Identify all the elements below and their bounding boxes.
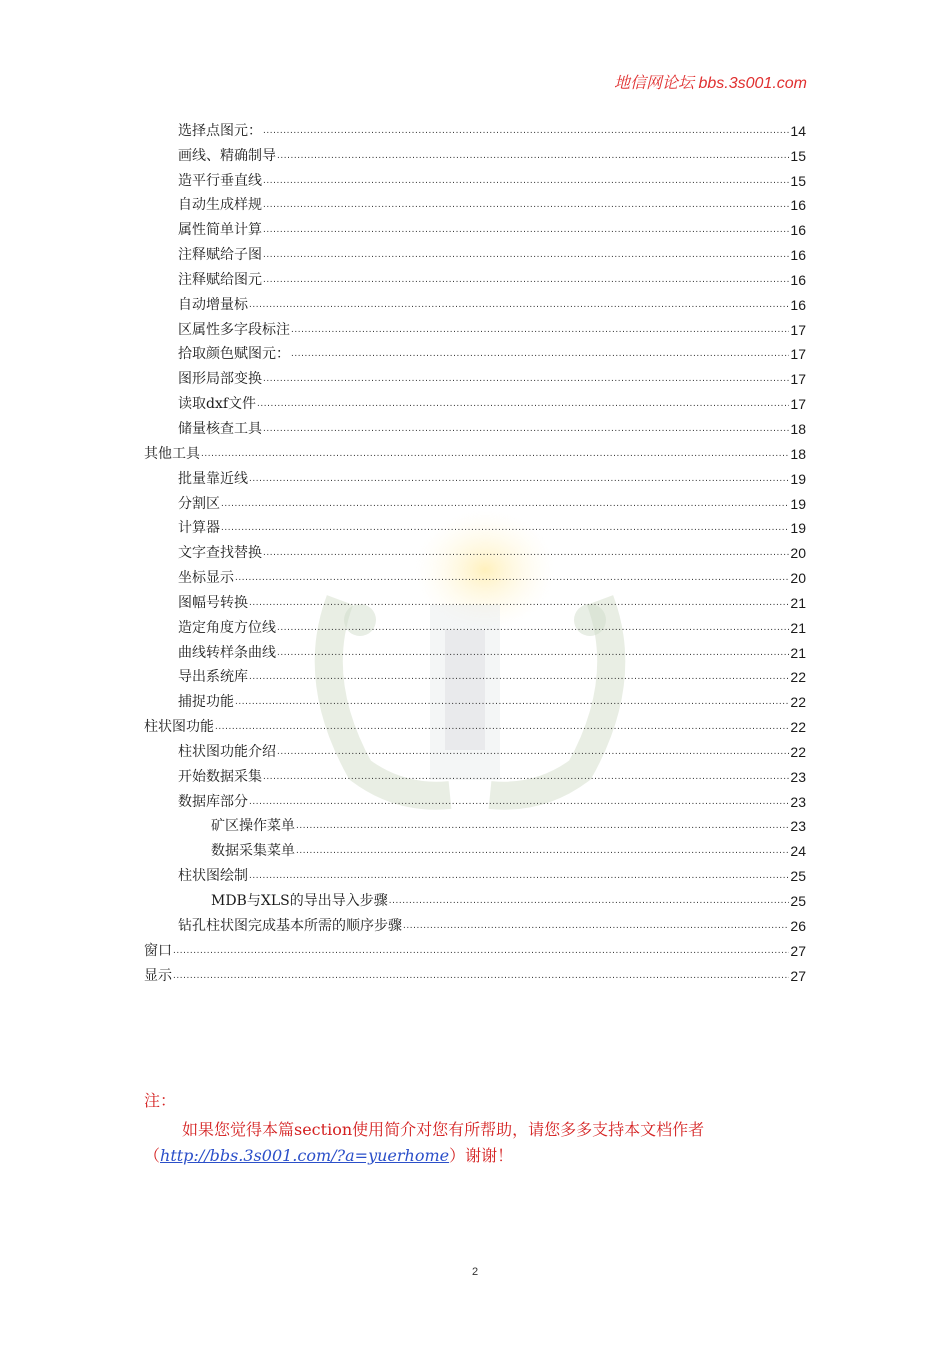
toc-entry[interactable] xyxy=(144,189,806,214)
toc-dot-leader xyxy=(263,545,789,561)
toc-entry-page: 23 xyxy=(790,793,806,810)
toc-entry-page: 20 xyxy=(790,570,806,587)
toc-entry-page: 24 xyxy=(790,843,806,860)
toc-entry-page: 20 xyxy=(790,545,806,562)
toc-entry-title: 计算器 xyxy=(178,520,220,537)
toc-dot-leader xyxy=(263,197,789,213)
toc-entry-title: 坐标显示 xyxy=(178,570,234,587)
toc-entry-page: 18 xyxy=(790,445,806,462)
page-number: 2 xyxy=(471,1266,479,1278)
toc-dot-leader xyxy=(249,794,789,810)
toc-entry[interactable] xyxy=(144,512,806,537)
toc-entry-title: 注释赋给子图 xyxy=(178,247,262,264)
toc-entry-title: 图形局部变换 xyxy=(178,371,262,388)
toc-entry-page: 15 xyxy=(790,147,806,164)
toc-entry[interactable] xyxy=(144,313,806,338)
toc-entry[interactable] xyxy=(144,909,806,934)
toc-entry-title: 自动增量标 xyxy=(178,296,248,313)
toc-dot-leader xyxy=(296,843,789,859)
toc-entry[interactable] xyxy=(144,213,806,238)
toc-dot-leader xyxy=(263,222,789,238)
toc-entry-title: 区属性多字段标注 xyxy=(178,321,290,338)
toc-entry-title: 捕捉功能 xyxy=(178,694,234,711)
note-open-paren: （ xyxy=(144,1146,161,1165)
toc-dot-leader xyxy=(263,173,789,189)
note-text: 如果您觉得本篇section使用简介对您有所帮助，请您多多支持本文档作者 xyxy=(182,1120,705,1139)
toc-entry-title: 数据采集菜单 xyxy=(211,843,295,860)
toc-entry-page: 16 xyxy=(790,271,806,288)
toc-dot-leader xyxy=(263,371,789,387)
toc-entry-page: 27 xyxy=(790,967,806,984)
toc-entry-page: 22 xyxy=(790,694,806,711)
toc-entry[interactable] xyxy=(144,288,806,313)
toc-entry-page: 25 xyxy=(790,893,806,909)
toc-entry-page: 26 xyxy=(790,917,806,934)
note-block xyxy=(144,1088,806,1169)
toc-entry-page: 16 xyxy=(790,197,806,214)
toc-entry[interactable] xyxy=(144,338,806,363)
toc-entry-title: 数据库部分 xyxy=(178,793,248,810)
toc-entry[interactable] xyxy=(144,586,806,611)
toc-dot-leader xyxy=(403,918,789,934)
toc-entry-title: MDB与XLS的导出导入步骤 xyxy=(211,893,388,909)
toc-entry-page: 15 xyxy=(790,172,806,189)
toc-entry-page: 19 xyxy=(790,495,806,512)
toc-entry[interactable] xyxy=(144,164,806,189)
author-link[interactable]: http://bbs.3s001.com/?a=yuerhome xyxy=(160,1146,450,1165)
toc-dot-leader xyxy=(296,818,789,834)
toc-dot-leader xyxy=(235,570,789,586)
toc-entry-title: 其他工具 xyxy=(144,445,200,462)
toc-entry[interactable] xyxy=(144,884,806,909)
note-link-line xyxy=(144,1143,806,1169)
toc-entry-title: 分割区 xyxy=(178,495,220,512)
toc-entry-title: 造定角度方位线 xyxy=(178,619,276,636)
toc-dot-leader xyxy=(173,943,789,959)
toc-dot-leader xyxy=(263,272,789,288)
toc-entry[interactable] xyxy=(144,661,806,686)
toc-dot-leader xyxy=(201,446,789,462)
toc-entry-page: 27 xyxy=(790,942,806,959)
toc-entry-title: 导出系统库 xyxy=(178,669,248,686)
toc-entry[interactable] xyxy=(144,238,806,263)
toc-entry-page: 19 xyxy=(790,520,806,537)
toc-entry[interactable] xyxy=(144,387,806,412)
toc-entry-page: 22 xyxy=(790,719,806,736)
toc-dot-leader xyxy=(249,471,789,487)
toc-entry-page: 17 xyxy=(790,321,806,338)
toc-entry-title: 窗口 xyxy=(144,942,172,959)
toc-entry-title: 柱状图功能介绍 xyxy=(178,743,276,760)
toc-entry[interactable] xyxy=(144,760,806,785)
toc-entry-title: 矿区操作菜单 xyxy=(211,818,295,835)
toc-dot-leader xyxy=(257,396,789,412)
toc-entry-page: 16 xyxy=(790,247,806,264)
toc-dot-leader xyxy=(277,148,789,164)
toc-entry[interactable] xyxy=(144,362,806,387)
toc-entry[interactable] xyxy=(144,636,806,661)
toc-dot-leader xyxy=(173,968,789,984)
toc-entry[interactable] xyxy=(144,735,806,760)
toc-entry[interactable] xyxy=(144,412,806,437)
toc-entry-title: 文字查找替换 xyxy=(178,545,262,562)
toc-entry[interactable] xyxy=(144,785,806,810)
toc-dot-leader xyxy=(215,719,789,735)
toc-entry-page: 16 xyxy=(790,296,806,313)
toc-dot-leader xyxy=(291,322,789,338)
toc-entry[interactable] xyxy=(144,462,806,487)
toc-entry[interactable] xyxy=(144,710,806,735)
toc-dot-leader xyxy=(291,346,789,362)
toc-dot-leader xyxy=(249,297,789,313)
toc-dot-leader xyxy=(235,694,789,710)
toc-entry-page: 17 xyxy=(790,346,806,363)
toc-entry-title: 读取dxf文件 xyxy=(178,396,257,413)
note-heading: 注： xyxy=(144,1091,177,1110)
toc-entry[interactable] xyxy=(144,834,806,859)
toc-dot-leader xyxy=(263,421,789,437)
toc-dot-leader xyxy=(263,769,789,785)
toc-entry-title: 储量核查工具 xyxy=(178,420,262,437)
toc-entry-title: 选择点图元： xyxy=(178,122,262,139)
toc-dot-leader xyxy=(249,868,789,884)
toc-entry-title: 钻孔柱状图完成基本所需的顺序步骤 xyxy=(178,917,402,934)
toc-dot-leader xyxy=(263,123,789,139)
toc-entry-title: 曲线转样条曲线 xyxy=(178,644,276,661)
toc-dot-leader xyxy=(221,520,789,536)
toc-entry-page: 22 xyxy=(790,743,806,760)
toc-entry-page: 21 xyxy=(790,644,806,661)
toc-entry[interactable] xyxy=(144,561,806,586)
toc-dot-leader xyxy=(389,893,790,909)
toc-entry[interactable] xyxy=(144,487,806,512)
toc-entry-title: 拾取颜色赋图元： xyxy=(178,346,290,363)
toc-entry-page: 21 xyxy=(790,619,806,636)
toc-entry-title: 柱状图功能 xyxy=(144,719,214,736)
toc-dot-leader xyxy=(277,645,789,661)
toc-entry[interactable] xyxy=(144,810,806,835)
toc-entry-title: 造平行垂直线 xyxy=(178,172,262,189)
toc-dot-leader xyxy=(249,669,789,685)
toc-entry-title: 属性简单计算 xyxy=(178,222,262,239)
toc-entry-title: 批量靠近线 xyxy=(178,470,248,487)
toc-entry-page: 17 xyxy=(790,371,806,388)
toc-entry[interactable] xyxy=(144,959,806,984)
toc-entry-page: 14 xyxy=(790,122,806,139)
toc-entry-page: 22 xyxy=(790,669,806,686)
toc-entry[interactable] xyxy=(144,611,806,636)
toc-entry-title: 自动生成样规 xyxy=(178,197,262,214)
toc-entry-page: 18 xyxy=(790,420,806,437)
toc-entry-title: 显示 xyxy=(144,967,172,984)
toc-entry-page: 17 xyxy=(790,396,806,413)
toc-entry-title: 开始数据采集 xyxy=(178,768,262,785)
toc-entry-page: 23 xyxy=(790,818,806,835)
table-of-contents xyxy=(144,114,806,984)
toc-entry[interactable] xyxy=(144,437,806,462)
toc-dot-leader xyxy=(263,247,789,263)
toc-dot-leader xyxy=(221,496,789,512)
toc-entry[interactable] xyxy=(144,536,806,561)
toc-entry-page: 16 xyxy=(790,222,806,239)
toc-entry[interactable] xyxy=(144,139,806,164)
toc-dot-leader xyxy=(277,744,789,760)
toc-entry[interactable] xyxy=(144,685,806,710)
toc-entry-title: 柱状图绘制 xyxy=(178,868,248,885)
toc-dot-leader xyxy=(277,620,789,636)
header-site-name: 地信网论坛 bbs.3s001.com xyxy=(614,75,807,92)
toc-entry-page: 23 xyxy=(790,768,806,785)
toc-entry-title: 注释赋给图元 xyxy=(178,271,262,288)
toc-entry[interactable] xyxy=(144,263,806,288)
toc-entry[interactable] xyxy=(144,859,806,884)
toc-entry[interactable] xyxy=(144,114,806,139)
toc-dot-leader xyxy=(249,595,789,611)
toc-entry-title: 画线、精确制导 xyxy=(178,147,276,164)
toc-entry-page: 19 xyxy=(790,470,806,487)
toc-entry-page: 21 xyxy=(790,594,806,611)
toc-entry[interactable] xyxy=(144,934,806,959)
note-thanks: ）谢谢！ xyxy=(449,1146,514,1165)
toc-entry-title: 图幅号转换 xyxy=(178,594,248,611)
toc-entry-page: 25 xyxy=(790,868,806,885)
